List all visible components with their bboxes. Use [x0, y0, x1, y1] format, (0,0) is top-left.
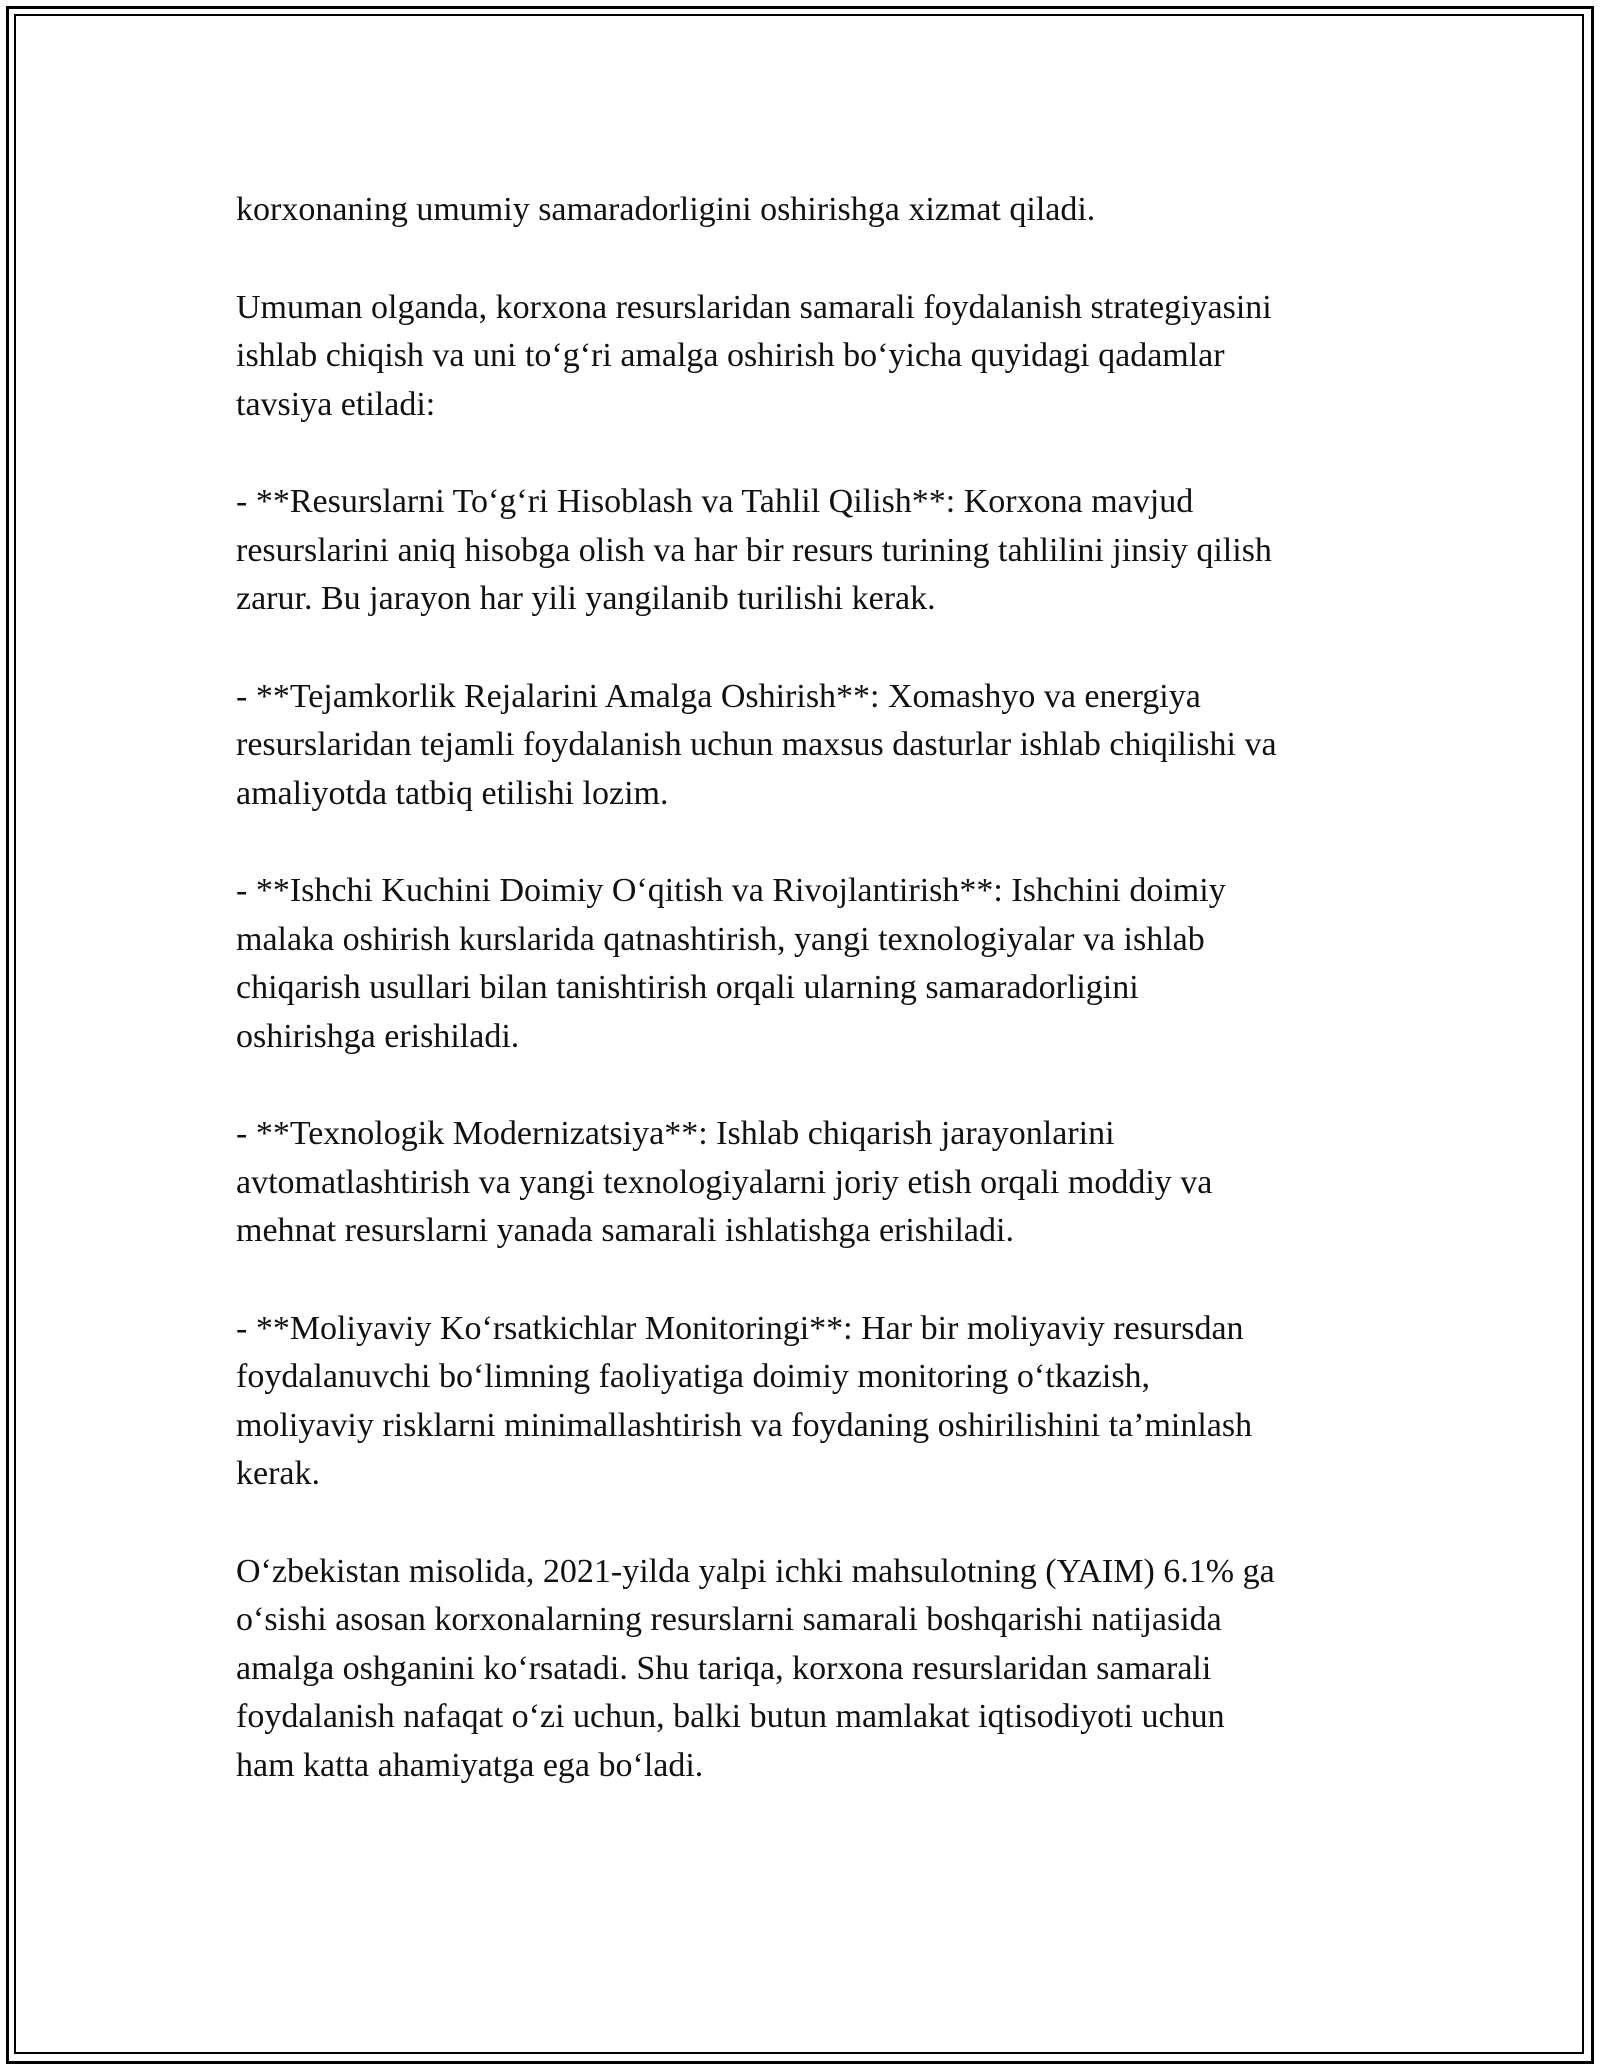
paragraph-conclusion: O‘zbekistan misolida, 2021-yilda yalpi ichki mahsulotning (YAIM) 6.1% ga o‘sishi asosan korxonalarning resurslarni samarali boshqarishi natijasida amalga oshganini ko‘rsatadi. Shu tariqa, korxona resurslaridan samarali foydalanish nafaqat o‘zi uchun, balki butun mamlakat iqtisodiyoti uchun ham katta ahamiyatga ega bo‘ladi.	[236, 1552, 1275, 1784]
paragraph-intro-continuation: korxonaning umumiy samaradorligini oshirishga xizmat qiladi.	[236, 191, 1096, 228]
list-item-saving-plans: - **Tejamkorlik Rejalarini Amalga Oshirish**: Xomashyo va energiya resurslaridan tejamli foydalanish uchun maxsus dasturlar ishlab chiqilishi va amaliyotda tatbiq etilishi lozim.	[236, 677, 1277, 812]
document-body	[236, 186, 1364, 1839]
list-item-workforce-training: - **Ishchi Kuchini Doimiy O‘qitish va Rivojlantirish**: Ishchini doimiy malaka oshirish kurslarida qatnashtirish, yangi texnologiyalar va ishlab chiqarish usullari bilan tanishtirish orqali ularning samaradorligini oshirishga erishiladi.	[236, 872, 1226, 1055]
paragraph-summary: Umuman olganda, korxona resurslaridan samarali foydalanish strategiyasini ishlab chiqish va uni to‘g‘ri amalga oshirish bo‘yicha quyidagi qadamlar tavsiya etiladi:	[236, 288, 1272, 423]
list-item-tech-modernization: - **Texnologik Modernizatsiya**: Ishlab chiqarish jarayonlarini avtomatlashtirish va yangi texnologiyalarni joriy etish orqali moddiy va mehnat resurslarni yanada samarali ishlatishga erishiladi.	[236, 1115, 1213, 1249]
list-item-financial-monitoring: - **Moliyaviy Ko‘rsatkichlar Monitoringi**: Har bir moliyaviy resursdan foydalanuvchi bo‘limning faoliyatiga doimiy monitoring o‘tkazish, moliyaviy risklarni minimallashtirish va foydaning oshirilishini ta’minlash kerak.	[236, 1309, 1253, 1492]
list-item-resource-accounting: - **Resurslarni To‘g‘ri Hisoblash va Tahlil Qilish**: Korxona mavjud resurslarini aniq hisobga olish va har bir resurs turining tahlilini jinsiy qilish zarur. Bu jarayon har yili yangilanib turilishi kerak.	[236, 483, 1272, 617]
